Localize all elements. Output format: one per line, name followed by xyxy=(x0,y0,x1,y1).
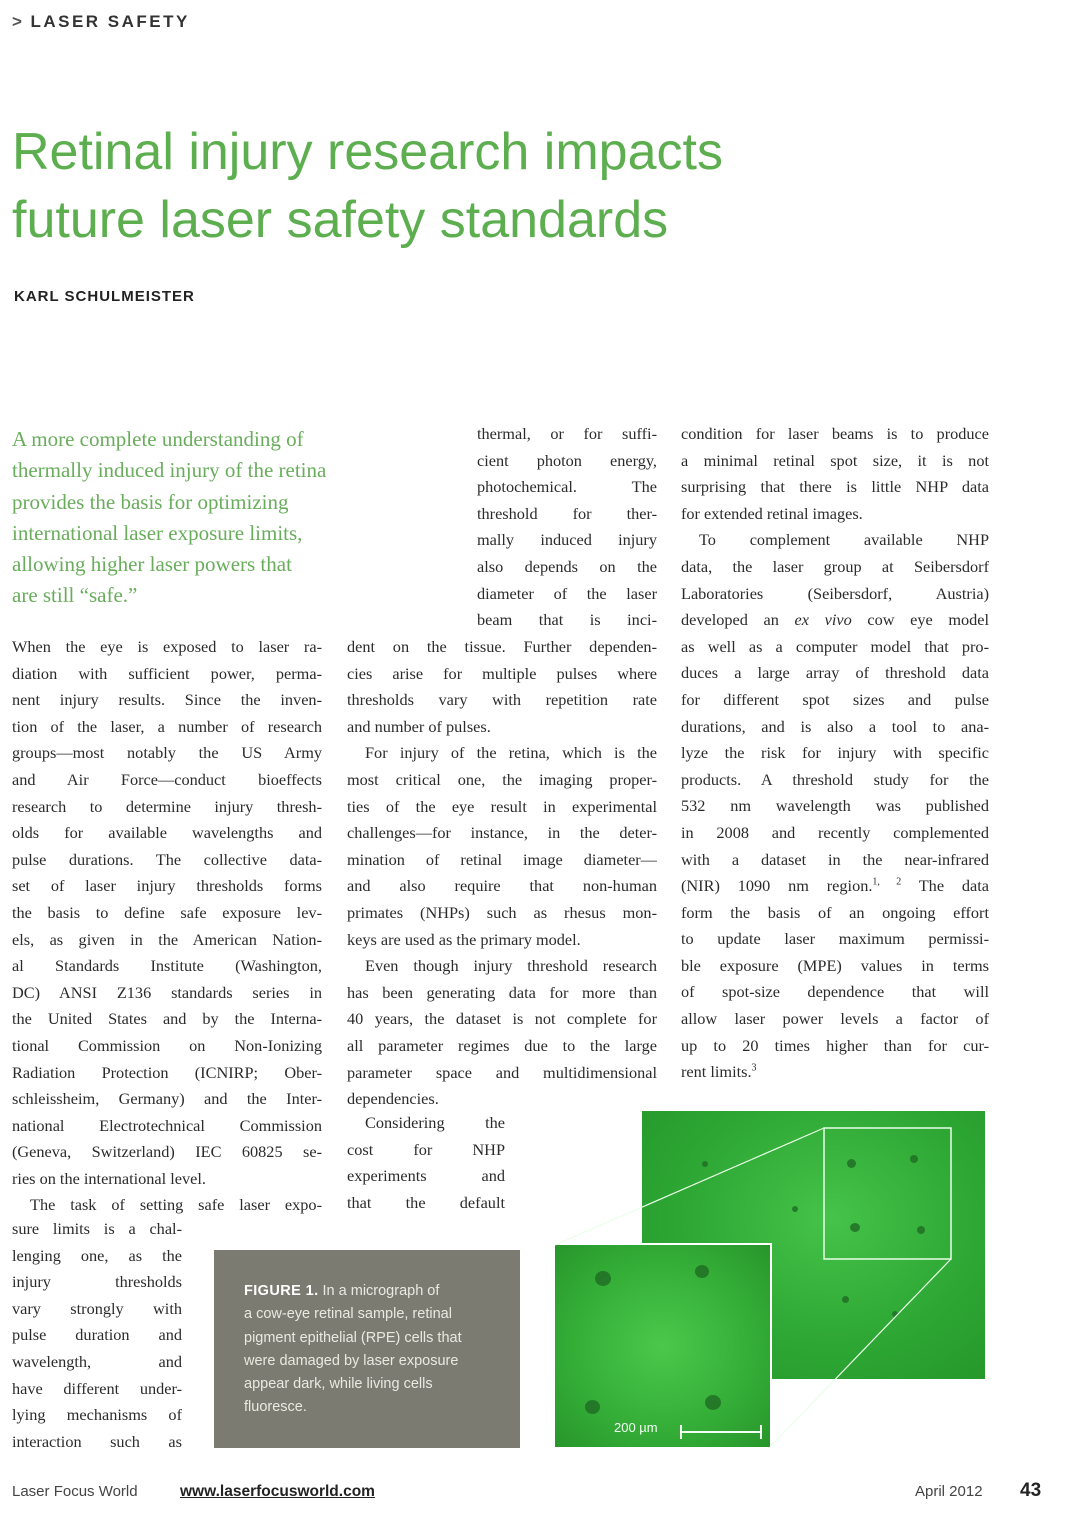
body-line: form the basis of an ongoing effort xyxy=(681,902,989,922)
body-line: condition for laser beams is to produce xyxy=(681,424,989,443)
body-line: for extended retinal images. xyxy=(681,503,863,523)
scale-bar xyxy=(680,1431,762,1433)
caption-line: fluoresce. xyxy=(244,1399,307,1416)
body-line: for different spot sizes and pulse xyxy=(681,689,989,709)
caption-line: were damaged by laser exposure xyxy=(244,1352,459,1369)
body-line: photochemical. The xyxy=(477,477,657,497)
body-line: interaction such as xyxy=(12,1431,182,1451)
author-byline: KARL SCHULMEISTER xyxy=(14,288,195,305)
magazine-name: Laser Focus World xyxy=(12,1483,138,1500)
caption-line xyxy=(244,1280,506,1303)
deck-line: are still “safe.” xyxy=(12,583,138,608)
issue-date: April 2012 xyxy=(915,1483,983,1500)
body-line: lenging one, as the xyxy=(12,1245,182,1265)
body-line: 40 years, the dataset is not complete for xyxy=(347,1009,657,1029)
body-line: products. A threshold study for the xyxy=(681,769,989,789)
body-line: Laboratories (Seibersdorf, Austria) xyxy=(681,583,989,603)
body-line: 532 nm wavelength was published xyxy=(681,796,989,816)
page-number: 43 xyxy=(1020,1480,1042,1501)
scale-bar-label: 200 µm xyxy=(614,1420,658,1435)
body-line: of spot-size dependence that will xyxy=(681,982,989,1002)
body-line: experiments and xyxy=(347,1166,505,1186)
body-line: thermal, or for suffi- xyxy=(477,424,657,443)
caption-line: pigment epithelial (RPE) cells that xyxy=(244,1329,462,1346)
body-line: parameter space and multidimensional xyxy=(347,1062,657,1082)
body-line: tional Commission on Non-Ionizing xyxy=(12,1035,322,1055)
body-line: and number of pulses. xyxy=(347,716,491,736)
section-label xyxy=(12,12,190,32)
body-line: schleissheim, Germany) and the Inter- xyxy=(12,1089,322,1109)
body-text: (NIR) 1090 nm region. xyxy=(681,876,873,896)
deck-line: thermally induced injury of the retina xyxy=(12,458,327,483)
body-line: challenges—for instance, in the deter- xyxy=(347,823,657,843)
body-text-italic: ex vivo xyxy=(794,610,852,630)
body-line: duces a large array of threshold data xyxy=(681,663,989,683)
body-column-1-wrap xyxy=(12,1216,182,1455)
body-line xyxy=(681,873,989,900)
body-line: and also require that non-human xyxy=(347,876,657,896)
body-line: sure limits is a chal- xyxy=(12,1219,182,1238)
body-line: olds for available wavelengths and xyxy=(12,823,322,843)
body-line: primates (NHPs) such as rhesus mon- xyxy=(347,902,657,922)
zoom-connector-lines xyxy=(540,1100,1010,1460)
body-line: pulse durations. The collective data- xyxy=(12,849,322,869)
body-column-1 xyxy=(12,634,322,1219)
body-text: The data xyxy=(901,876,989,896)
body-line: Even though injury threshold research xyxy=(365,956,657,976)
deck-line: allowing higher laser powers that xyxy=(12,552,292,577)
body-line: diation with sufficient power, perma- xyxy=(12,663,322,683)
body-line: pulse duration and xyxy=(12,1325,182,1345)
body-line: in 2008 and recently complemented xyxy=(681,822,989,842)
body-line: For injury of the retina, which is the xyxy=(365,743,657,763)
body-line: data, the laser group at Seibersdorf xyxy=(681,556,989,576)
article-deck xyxy=(12,424,442,612)
section-label-text: LASER SAFETY xyxy=(30,12,190,31)
body-line: ries on the international level. xyxy=(12,1168,206,1188)
title-line: future laser safety standards xyxy=(12,191,669,249)
deck-line: A more complete understanding of xyxy=(12,427,304,451)
body-line: ties of the eye result in experimental xyxy=(347,796,657,816)
body-line: ble exposure (MPE) values in terms xyxy=(681,955,989,975)
body-line: injury thresholds xyxy=(12,1272,182,1292)
body-line: surprising that there is little NHP data xyxy=(681,477,989,497)
body-line: and Air Force—conduct bioeffects xyxy=(12,769,322,789)
article-title xyxy=(12,118,912,254)
body-text: developed an xyxy=(681,610,795,630)
body-line: tion of the laser, a number of research xyxy=(12,716,322,736)
deck-line: provides the basis for optimizing xyxy=(12,489,289,514)
body-line: cost for NHP xyxy=(347,1139,505,1159)
body-line: Considering the xyxy=(365,1113,505,1132)
body-line: threshold for ther- xyxy=(477,503,657,523)
deck-line: international laser exposure limits, xyxy=(12,520,303,545)
body-line: The task of setting safe laser expo- xyxy=(30,1195,322,1215)
body-line: Radiation Protection (ICNIRP; Ober- xyxy=(12,1062,322,1082)
body-line: cies arise for multiple pulses where xyxy=(347,663,657,683)
body-line: up to 20 times higher than for cur- xyxy=(681,1035,989,1055)
body-line: beam that is inci- xyxy=(477,610,657,630)
chevron-right-icon: > xyxy=(12,12,25,31)
body-line: groups—most notably the US Army xyxy=(12,743,322,763)
body-line: to update laser maximum permissi- xyxy=(681,929,989,949)
body-line: national Electrotechnical Commission xyxy=(12,1115,322,1135)
body-line: durations, and is also a tool to ana- xyxy=(681,716,989,736)
body-line: mally induced injury xyxy=(477,530,657,550)
figure-caption xyxy=(244,1280,506,1420)
body-line: most critical one, the imaging proper- xyxy=(347,769,657,789)
body-line: also depends on the xyxy=(477,556,657,576)
body-line: diameter of the laser xyxy=(477,583,657,603)
body-line xyxy=(681,607,989,634)
body-line: research to determine injury thresh- xyxy=(12,796,322,816)
caption-line: a cow-eye retinal sample, retinal xyxy=(244,1306,452,1323)
body-line: allow laser power levels a factor of xyxy=(681,1009,989,1029)
website-link[interactable]: www.laserfocusworld.com xyxy=(180,1483,375,1500)
body-line: els, as given in the American Nation- xyxy=(12,929,322,949)
body-line: the basis to define safe exposure lev- xyxy=(12,902,322,922)
body-line: set of laser injury thresholds forms xyxy=(12,876,322,896)
title-line: Retinal injury research impacts xyxy=(12,123,723,181)
body-column-2-top xyxy=(477,421,657,634)
body-line: (Geneva, Switzerland) IEC 60825 se- xyxy=(12,1142,322,1162)
caption-text: In a micrograph of xyxy=(318,1283,440,1299)
caption-label: FIGURE 1. xyxy=(244,1283,319,1299)
body-line: keys are used as the primary model. xyxy=(347,929,581,949)
body-line: dependencies. xyxy=(347,1089,439,1109)
body-line: To complement available NHP xyxy=(699,530,989,550)
body-line: vary strongly with xyxy=(12,1298,182,1318)
body-line: lyze the risk for injury with specific xyxy=(681,743,989,763)
body-line: the United States and by the Interna- xyxy=(12,1009,322,1029)
body-line: DC) ANSI Z136 standards series in xyxy=(12,982,322,1002)
body-line: lying mechanisms of xyxy=(12,1405,182,1425)
reference-marker: 3 xyxy=(751,1062,757,1074)
body-line: with a dataset in the near-infrared xyxy=(681,849,989,869)
body-line: thresholds vary with repetition rate xyxy=(347,690,657,710)
body-line: dent on the tissue. Further dependen- xyxy=(347,637,657,656)
body-line: nent injury results. Since the inven- xyxy=(12,690,322,710)
body-column-2 xyxy=(347,634,657,1113)
body-line: all parameter regimes due to the large xyxy=(347,1035,657,1055)
body-column-2-wrap xyxy=(347,1110,505,1216)
body-column-3 xyxy=(681,421,989,1086)
body-line: a minimal retinal spot size, it is not xyxy=(681,450,989,470)
body-text: cow eye model xyxy=(851,610,989,630)
body-line: cient photon energy, xyxy=(477,450,657,470)
reference-marker: 1, 2 xyxy=(872,876,902,888)
body-text: rent limits. xyxy=(681,1062,752,1082)
body-line: al Standards Institute (Washington, xyxy=(12,956,322,976)
body-line: as well as a computer model that pro- xyxy=(681,636,989,656)
body-line: wavelength, and xyxy=(12,1351,182,1371)
body-line: that the default xyxy=(347,1192,505,1212)
body-line: When the eye is exposed to laser ra- xyxy=(12,637,322,656)
body-line: mination of retinal image diameter— xyxy=(347,849,657,869)
caption-line: appear dark, while living cells xyxy=(244,1376,433,1393)
body-line: have different under- xyxy=(12,1378,182,1398)
body-line xyxy=(681,1059,989,1086)
body-line: has been generating data for more than xyxy=(347,982,657,1002)
